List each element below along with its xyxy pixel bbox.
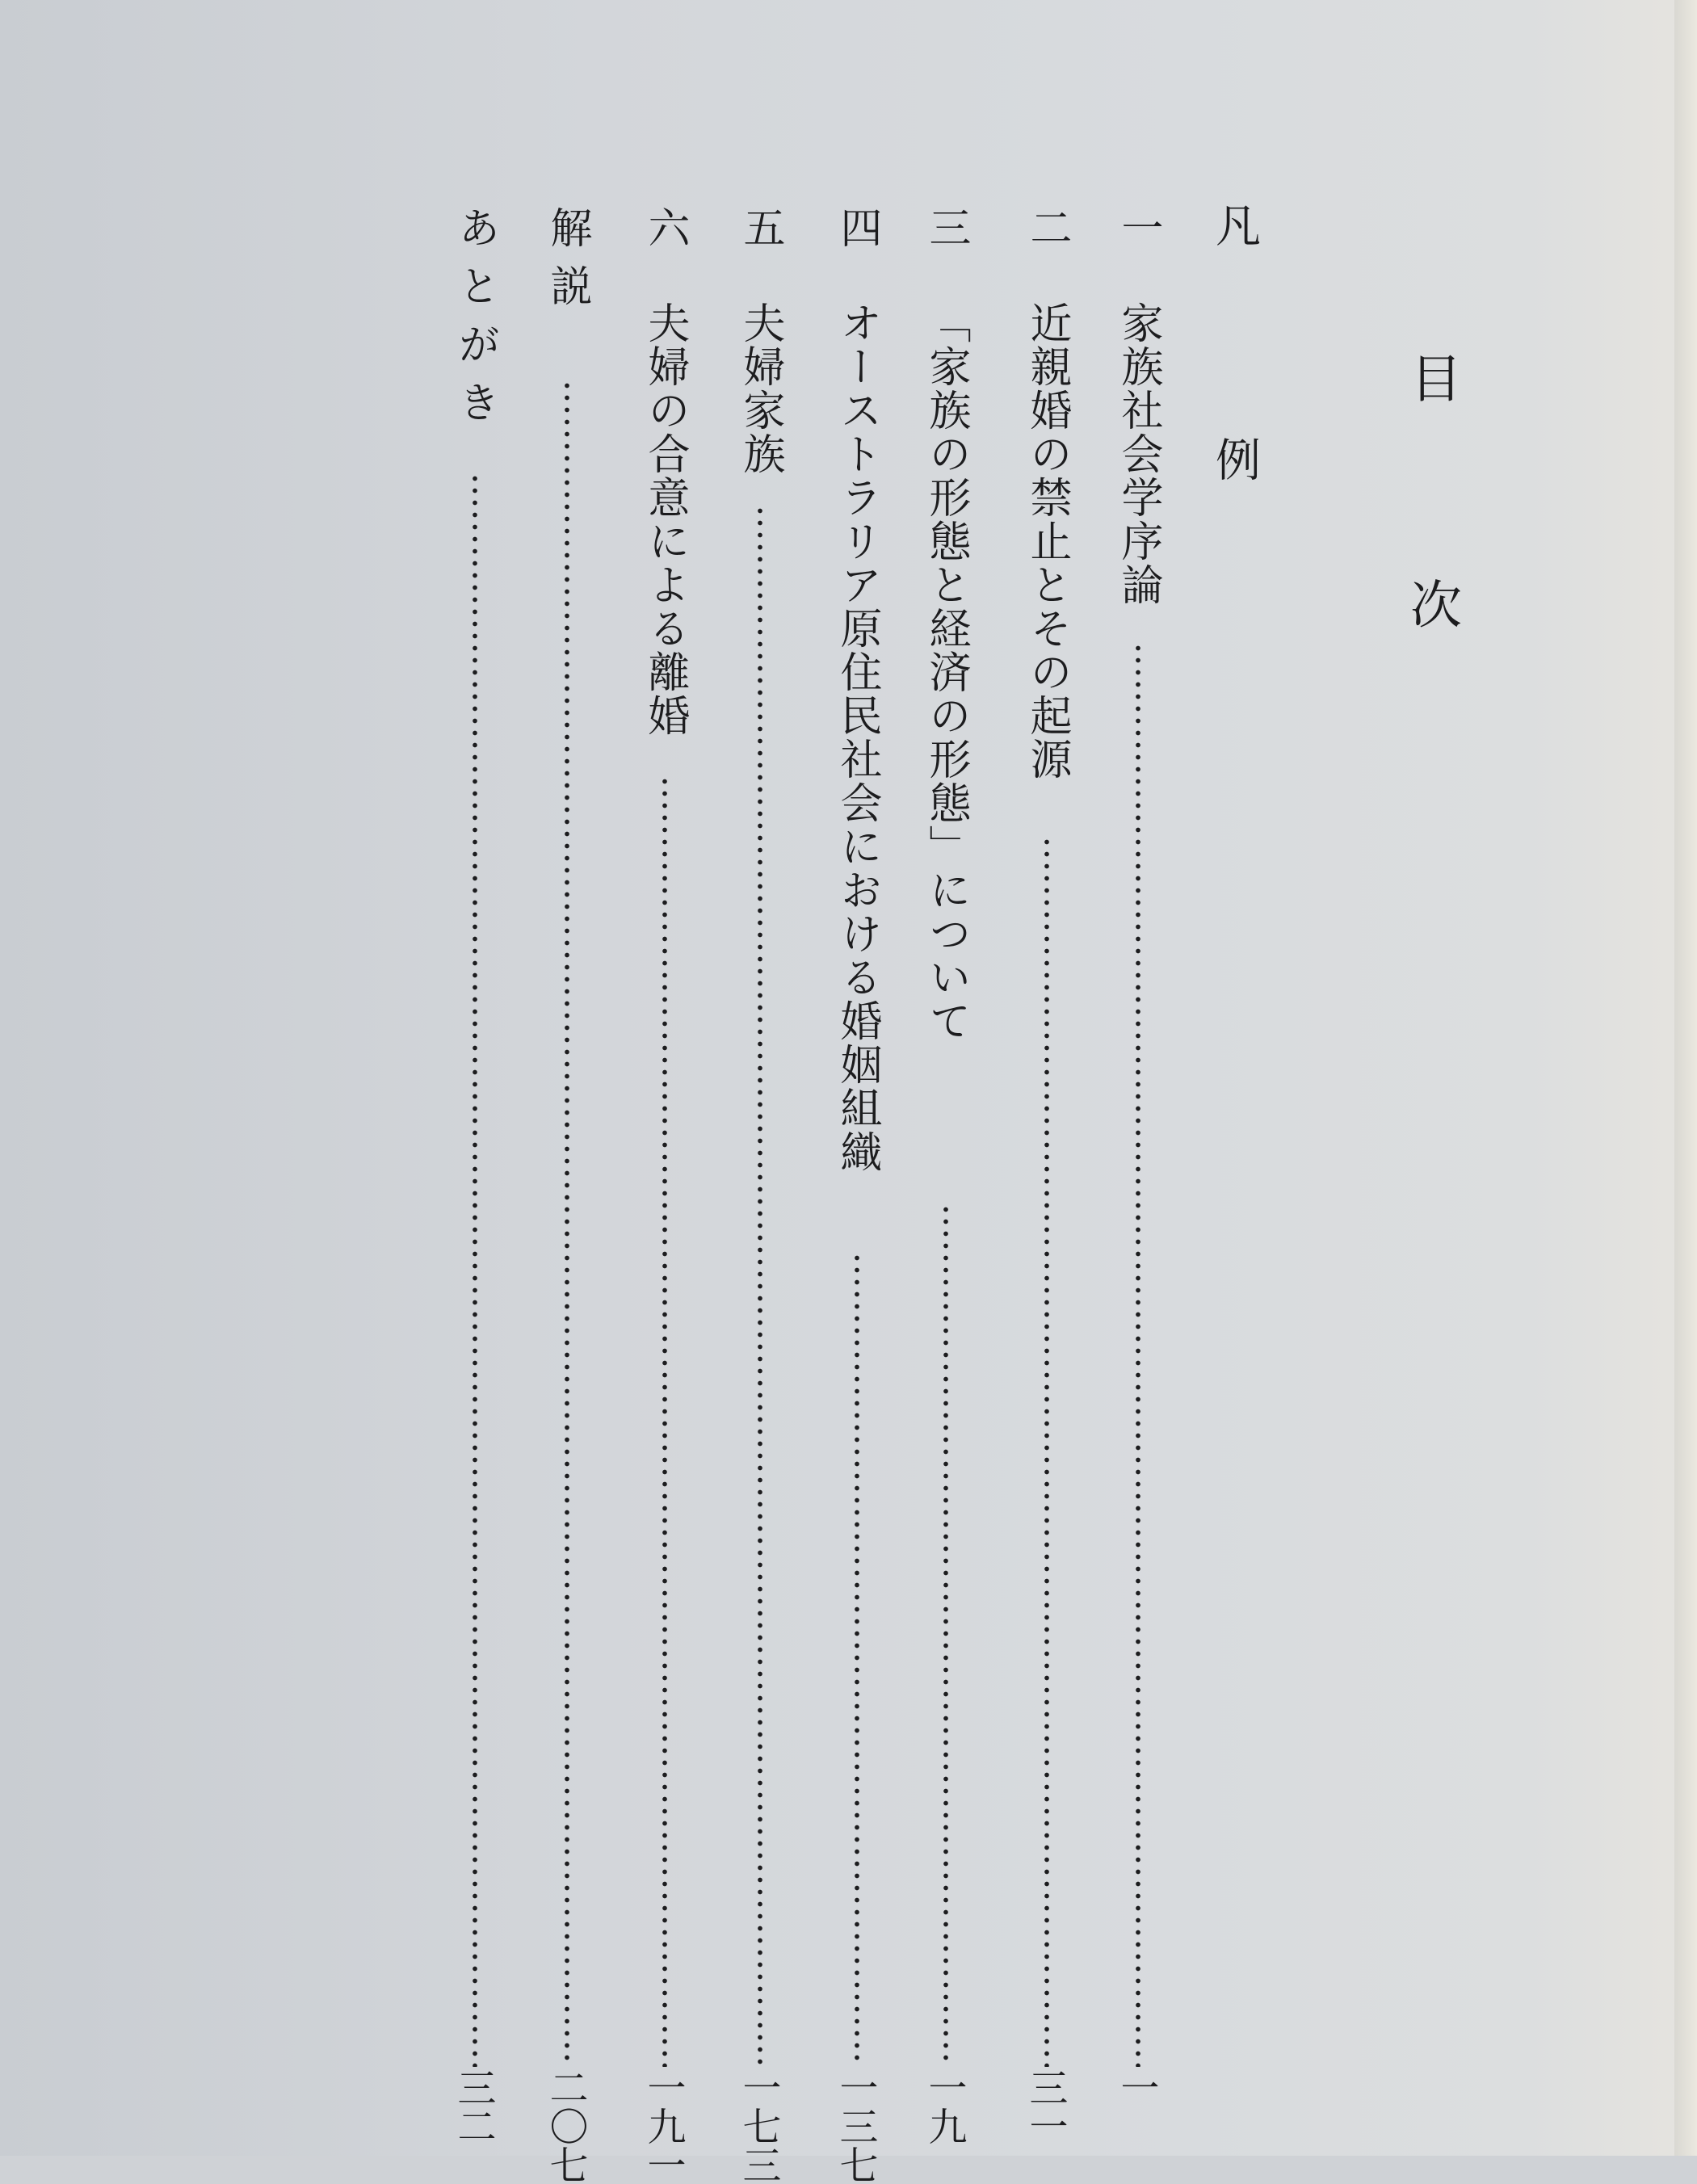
dot-leader	[1135, 642, 1141, 2067]
toc-heading-char-1: 目	[1401, 351, 1461, 403]
toc-entry-6[interactable]	[641, 206, 692, 2184]
dot-leader	[472, 472, 478, 2067]
chapter-title: 近親婚の禁止とその起源	[1023, 301, 1071, 781]
chapter-title: 「家族の形態と経済の形態」について	[922, 301, 970, 1043]
page-number: 三二	[451, 2068, 496, 2145]
dot-leader	[757, 505, 763, 2067]
page-number: 一九	[922, 2068, 967, 2145]
chapter-title: あとがき	[451, 206, 499, 439]
chapter-title: 解説	[543, 206, 591, 322]
chapter-number: 三	[922, 206, 970, 248]
page-number: 一九一	[641, 2068, 686, 2184]
chapter-title: 家族社会学序論	[1114, 301, 1162, 607]
chapter-title: 夫婦家族	[736, 301, 784, 476]
chapter-title: オーストラリア原住民社会における婚姻組織	[833, 301, 881, 1174]
page-edge	[1674, 0, 1697, 2156]
dot-leader	[943, 1203, 949, 2067]
dot-leader	[564, 380, 570, 2067]
toc-entry-afterword[interactable]	[451, 206, 502, 2156]
page-number: 一三七	[833, 2068, 878, 2184]
toc-heading-char-2: 次	[1401, 578, 1461, 629]
preface-label-char-2: 例	[1208, 436, 1261, 481]
toc-entry-4[interactable]	[833, 206, 884, 2184]
preface-label-char-1: 凡	[1208, 202, 1261, 247]
chapter-number: 六	[641, 206, 689, 248]
page-number: 二〇七	[543, 2068, 588, 2184]
dot-leader	[1044, 836, 1050, 2067]
toc-entry-3[interactable]	[922, 206, 973, 2156]
page-number: 一	[1114, 2068, 1159, 2106]
page-number: 三一	[1023, 2068, 1068, 2145]
toc-entry-commentary[interactable]	[543, 206, 594, 2184]
toc-entry-5[interactable]	[736, 206, 788, 2184]
chapter-number: 一	[1114, 206, 1162, 248]
toc-entry-2[interactable]	[1023, 206, 1074, 2156]
page-number: 一七三	[736, 2068, 781, 2184]
chapter-title: 夫婦の合意による離婚	[641, 301, 689, 737]
dot-leader	[854, 1252, 860, 2067]
chapter-number: 五	[736, 206, 784, 248]
toc-entry-1[interactable]	[1114, 206, 1166, 2156]
dot-leader	[662, 775, 668, 2067]
chapter-number: 四	[833, 206, 881, 248]
chapter-number: 二	[1023, 206, 1071, 248]
